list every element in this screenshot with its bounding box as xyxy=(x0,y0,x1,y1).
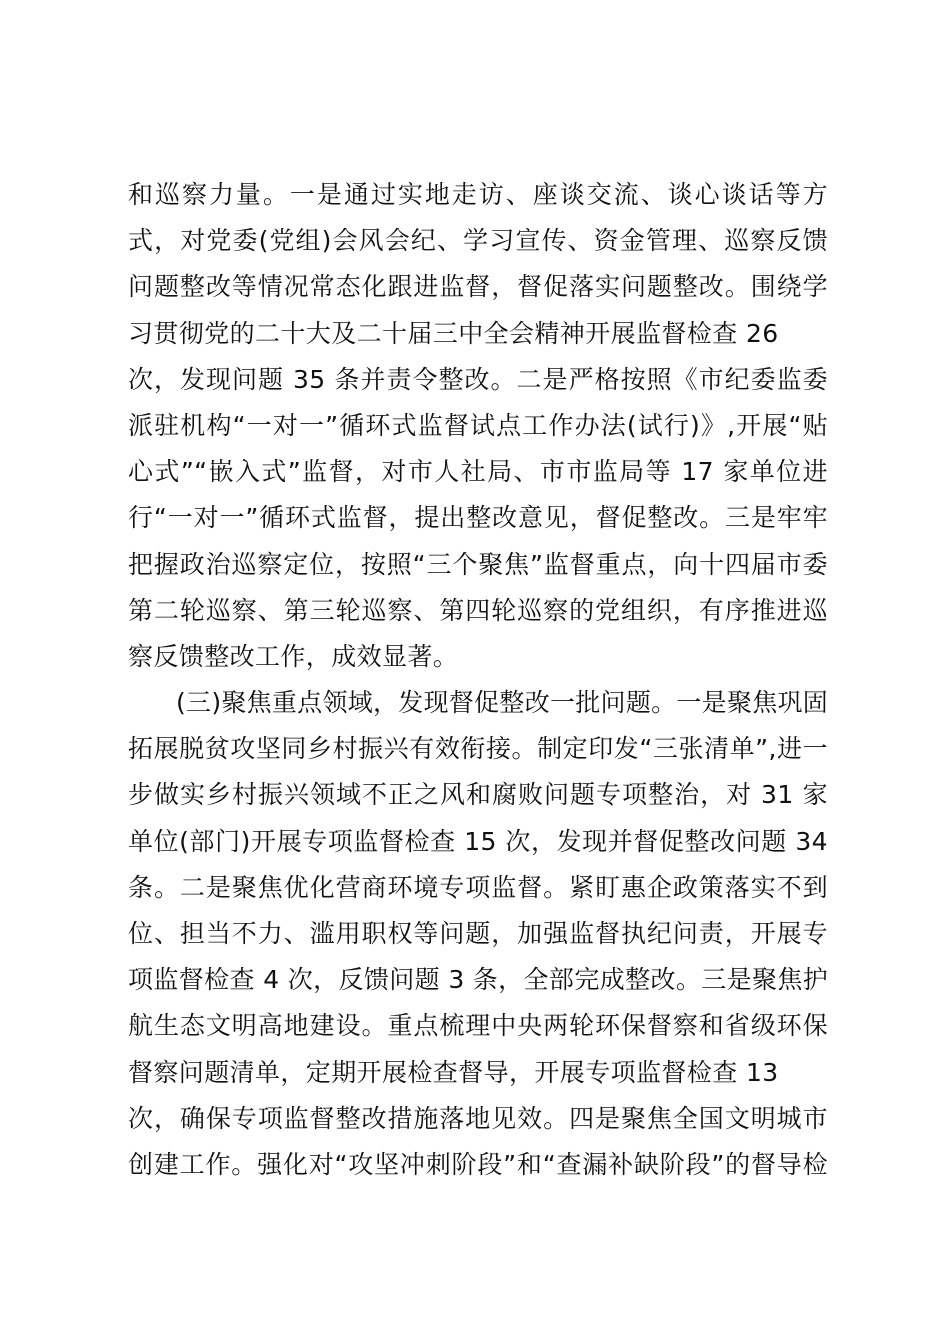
text-line: 派驻机构“一对一”循环式监督试点工作办法(试行)》,开展“贴 xyxy=(128,410,828,440)
section-heading-line: (三)聚焦重点领域，发现督促整改一批问题。一是聚焦巩固 xyxy=(176,688,828,718)
text-line: 项监督检查 4 次，反馈问题 3 条，全部完成整改。三是聚焦护 xyxy=(128,965,828,995)
text-line: 行“一对一”循环式监督，提出整改意见，督促整改。三是牢牢 xyxy=(128,503,828,533)
text-line: 单位(部门)开展专项监督检查 15 次，发现并督促整改问题 34 xyxy=(128,826,828,856)
text-line: 航生态文明高地建设。重点梳理中央两轮环保督察和省级环保 xyxy=(128,1011,828,1041)
text-line: 式，对党委(党组)会风会纪、学习宣传、资金管理、巡察反馈 xyxy=(128,226,828,256)
text-line: 位、担当不力、滥用职权等问题，加强监督执纪问责，开展专 xyxy=(128,919,828,948)
text-line: 把握政治巡察定位，按照“三个聚焦”监督重点，向十四届市委 xyxy=(128,549,828,579)
text-line: 察反馈整改工作，成效显著。 xyxy=(128,641,459,671)
text-line: 次，确保专项监督整改措施落地见效。四是聚焦全国文明城市 xyxy=(128,1103,828,1133)
text-line: 拓展脱贫攻坚同乡村振兴有效衔接。制定印发“三张清单”,进一 xyxy=(128,734,828,764)
text-line: 督察问题清单，定期开展检查督导，开展专项监督检查 13 xyxy=(128,1057,779,1087)
text-line: 条。二是聚焦优化营商环境专项监督。紧盯惠企政策落实不到 xyxy=(128,872,828,902)
text-line: 问题整改等情况常态化跟进监督，督促落实问题整改。围绕学 xyxy=(128,272,828,302)
text-line: 步做实乡村振兴领域不正之风和腐败问题专项整治，对 31 家 xyxy=(128,780,828,810)
text-line: 创建工作。强化对“攻坚冲刺阶段”和“查漏补缺阶段”的督导检 xyxy=(128,1149,828,1179)
text-line: 第二轮巡察、第三轮巡察、第四轮巡察的党组织，有序推进巡 xyxy=(128,595,828,625)
text-line: 心式”“嵌入式”监督，对市人社局、市市监局等 17 家单位进 xyxy=(128,457,828,487)
text-line: 和巡察力量。一是通过实地走访、座谈交流、谈心谈话等方 xyxy=(128,180,828,209)
text-line: 习贯彻党的二十大及二十届三中全会精神开展监督检查 26 xyxy=(128,318,779,348)
text-line: 次，发现问题 35 条并责令整改。二是严格按照《市纪委监委 xyxy=(128,364,828,394)
body-text xyxy=(128,172,828,1188)
